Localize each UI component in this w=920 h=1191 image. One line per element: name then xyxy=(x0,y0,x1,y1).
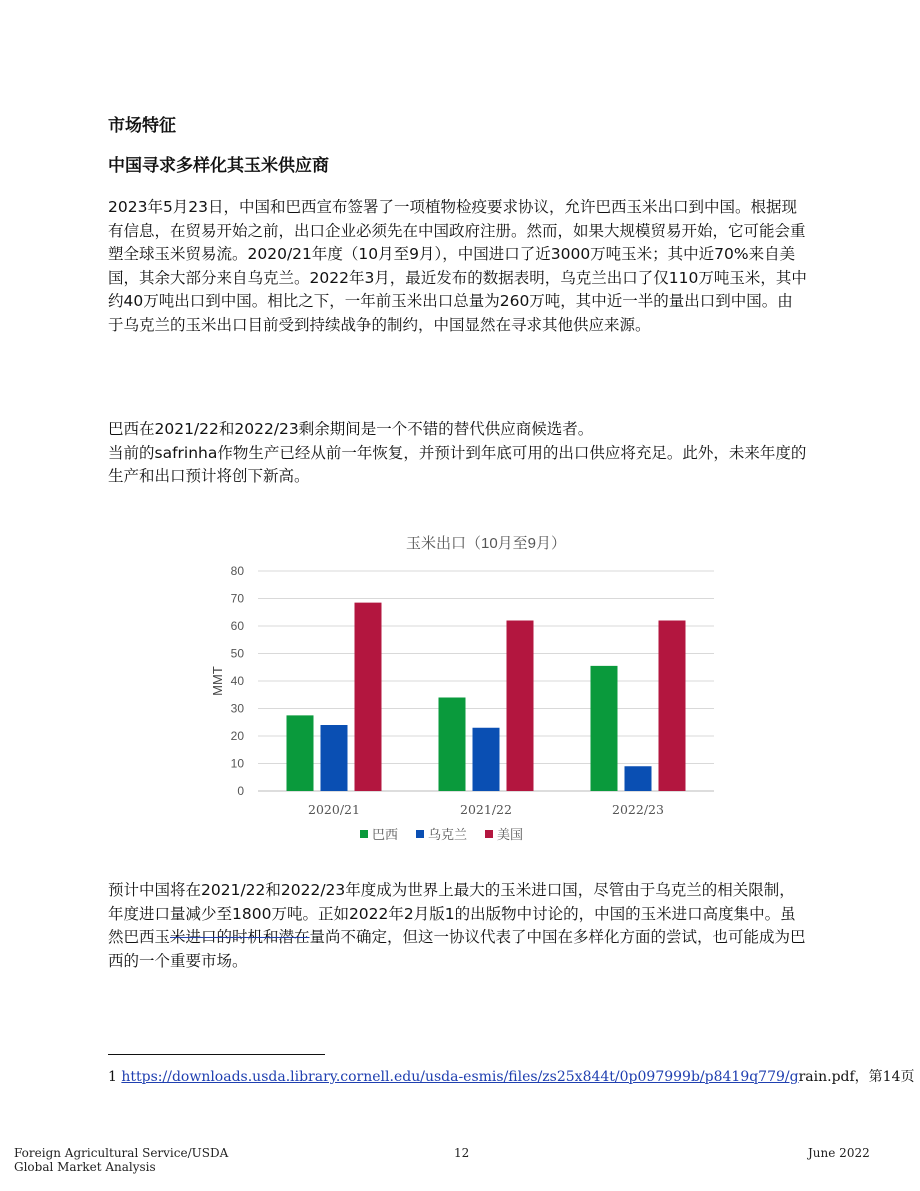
paragraph-1 xyxy=(108,196,808,337)
bar-美国-2020/21 xyxy=(355,603,382,791)
bar-美国-2022/23 xyxy=(659,621,686,792)
bar-乌克兰-2021/22 xyxy=(473,728,500,791)
footnote-link-rest: rain.pdf，第14页 xyxy=(798,1069,915,1085)
footnote-divider xyxy=(108,1054,325,1055)
bar-巴西-2022/23 xyxy=(591,666,618,791)
y-tick-label: 40 xyxy=(230,674,244,688)
chart-title: 玉米出口（10月至9月） xyxy=(405,535,567,552)
paragraph-2-line-2: 当前的safrinha作物生产已经从前一年恢复，并预计到年底可用的出口供应将充足。此外，未来年度的生产和出口预计将创下新高。 xyxy=(108,443,807,485)
footnote-number: 1 xyxy=(108,1069,117,1085)
y-tick-label: 30 xyxy=(230,701,244,716)
footer-agency xyxy=(14,1146,228,1174)
footer-agency-line-2: Global Market Analysis xyxy=(14,1160,156,1174)
y-tick-label: 50 xyxy=(230,646,244,661)
paragraph-3-part-a: 预计中国将在2021/22和2022/23年度成为世界上最大的玉米进口国，尽管由于乌克兰的相关限制，年度进口量减少至1800万吨。正如2022年2月版1的出版物中讨论的，中国的玉米进口高度集中。虽然巴西玉 xyxy=(108,881,796,946)
footer-page-number: 12 xyxy=(454,1146,470,1160)
legend-swatch-巴西 xyxy=(360,830,368,838)
legend-label: 乌克兰 xyxy=(428,827,468,842)
legend-label: 美国 xyxy=(497,827,524,842)
corn-exports-chart xyxy=(200,525,740,855)
y-tick-label: 70 xyxy=(230,591,244,606)
x-tick-label: 2021/22 xyxy=(460,802,512,817)
subsection-heading: 中国寻求多样化其玉米供应商 xyxy=(108,156,329,176)
footnote-link[interactable]: https://downloads.usda.library.cornell.edu/usda-esmis/files/zs25x844t/0p097999b/p8419q779/g xyxy=(121,1069,799,1085)
bar-美国-2021/22 xyxy=(507,621,534,792)
y-tick-label: 0 xyxy=(237,784,244,798)
x-tick-label: 2022/23 xyxy=(612,802,664,817)
x-tick-label: 2020/21 xyxy=(308,802,360,817)
bar-巴西-2021/22 xyxy=(439,698,466,792)
section-heading: 市场特征 xyxy=(108,116,176,136)
footer-date: June 2022 xyxy=(808,1146,870,1160)
bar-乌克兰-2020/21 xyxy=(321,725,348,791)
paragraph-3 xyxy=(108,879,808,973)
paragraph-2-line-1: 巴西在2021/22和2022/23剩余期间是一个不错的替代供应商候选者。 xyxy=(108,420,594,438)
paragraph-3-part-b: 量尚不确定，但这一协议代表了中国在多样化方面的尝试，也可能成为巴西的一个重要市场。 xyxy=(108,928,806,970)
paragraph-3-struck-text: 米进口的时机和潜在 xyxy=(170,928,310,946)
y-tick-label: 60 xyxy=(230,619,244,633)
legend-swatch-乌克兰 xyxy=(416,830,424,838)
paragraph-2 xyxy=(108,418,808,489)
legend-swatch-美国 xyxy=(485,830,493,838)
y-tick-label: 10 xyxy=(230,756,244,771)
y-tick-label: 80 xyxy=(230,564,244,578)
paragraph-1-text: 2023年5月23日，中国和巴西宣布签署了一项植物检疫要求协议，允许巴西玉米出口到中国。根据现有信息，在贸易开始之前，出口企业必须先在中国政府注册。然而，如果大规模贸易开始，它可能会重塑全球玉米贸易流。2020/21年度（10月至9月），中国进口了近3000万吨玉米；其中近70%来自美国，其余大部分来自乌克兰。2022年3月，最近发布的数据表明，乌克兰出口了仅110万吨玉米，其中约40万吨出口到中国。相比之下，一年前玉米出口总量为260万吨，其中近一半的量出口到中国。由于乌克兰的玉米出口目前受到持续战争的制约，中国显然在寻求其他供应来源。 xyxy=(108,198,807,334)
bar-巴西-2020/21 xyxy=(287,715,314,791)
footnote xyxy=(108,1066,915,1086)
legend-label: 巴西 xyxy=(372,827,399,842)
y-axis-label: MMT xyxy=(210,666,225,696)
paragraph-3-text xyxy=(108,879,808,973)
bar-乌克兰-2022/23 xyxy=(625,766,652,791)
y-tick-label: 20 xyxy=(230,729,244,743)
footer-agency-line-1: Foreign Agricultural Service/USDA xyxy=(14,1146,229,1160)
